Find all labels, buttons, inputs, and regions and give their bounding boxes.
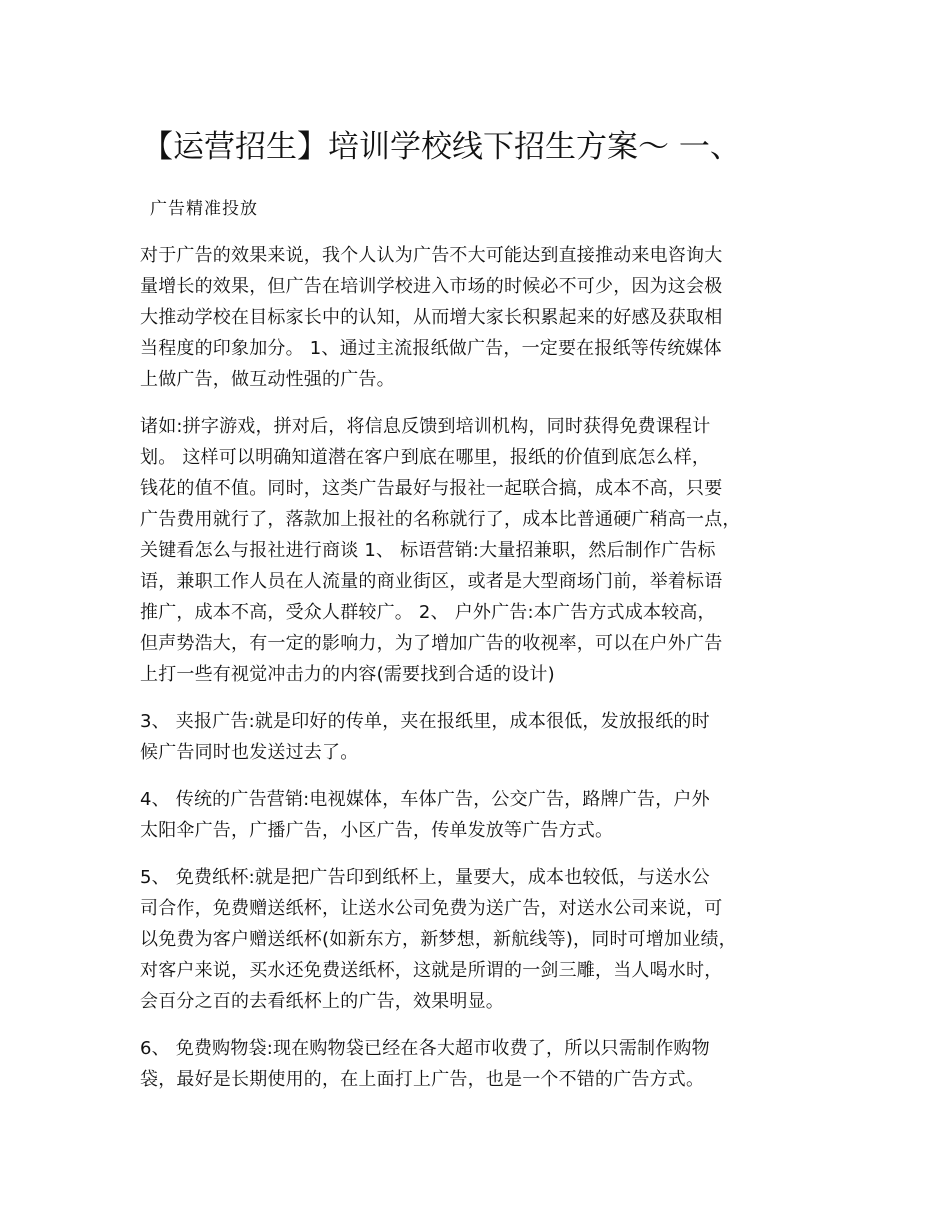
paragraph-item-3: 3、 夹报广告:就是印好的传单，夹在报纸里，成本很低，发放报纸的时 候广告同时也发送过去了。 xyxy=(140,711,710,763)
paragraph-intro: 对于广告的效果来说，我个人认为广告不大可能达到直接推动来电咨询大 量增长的效果，但广告在培训学校进入市场的时候必不可少，因为这会极 大推动学校在目标家长中的认知，从而增大家长积累起来的好感及获取相 当程度的印象加分。 1、通过主流报纸做广告，一定要在报纸等传统媒体 上做广告，做互动性强的广告。 xyxy=(140,245,723,390)
paragraph-item-6: 6、 免费购物袋:现在购物袋已经在各大超市收费了，所以只需制作购物 袋，最好是长期使用的，在上面打上广告，也是一个不错的广告方式。 xyxy=(140,1038,710,1090)
paragraph-item-5: 5、 免费纸杯:就是把广告印到纸杯上，量要大，成本也较低，与送水公 司合作，免费赠送纸杯，让送水公司免费为送广告，对送水公司来说，可 以免费为客户赠送纸杯(如新东方，新梦想，新航线等)，同时可增加业绩， 对客户来说，买水还免费送纸杯，这就是所谓的一剑三雕，当人喝水时， 会百分之百的去看纸杯上的广告，效果明显。 xyxy=(140,867,737,1012)
document-subtitle: 广告精准投放 xyxy=(150,199,258,219)
paragraph-item-4: 4、 传统的广告营销:电视媒体，车体广告，公交广告，路牌广告，户外 太阳伞广告，广播广告，小区广告，传单发放等广告方式。 xyxy=(140,789,710,841)
paragraph-examples: 诸如:拼字游戏，拼对后，将信息反馈到培训机构，同时获得免费课程计 划。 这样可以明确知道潜在客户到底在哪里，报纸的价值到底怎么样， 钱花的值不值。同时，这类广告最好与报社一起联合搞，成本不高，只要 广告费用就行了，落款加上报社的名称就行了，成本比普通硬广稍高一点， 关键看怎么与报社进行商谈 1、 标语营销:大量招兼职，然后制作广告标 语，兼职工作人员在人流量的商业街区，或者是大型商场门前，举着标语 推广，成本不高，受众人群较广。 2、 户外广告:本广告方式成本较高， 但声势浩大，有一定的影响力，为了增加广告的收视率，可以在户外广告 上打一些有视觉冲击力的内容(需要找到合适的设计) xyxy=(140,416,741,685)
document-body xyxy=(140,240,830,1111)
document-title: 【运营招生】培训学校线下招生方案～ 一、 xyxy=(142,129,741,165)
